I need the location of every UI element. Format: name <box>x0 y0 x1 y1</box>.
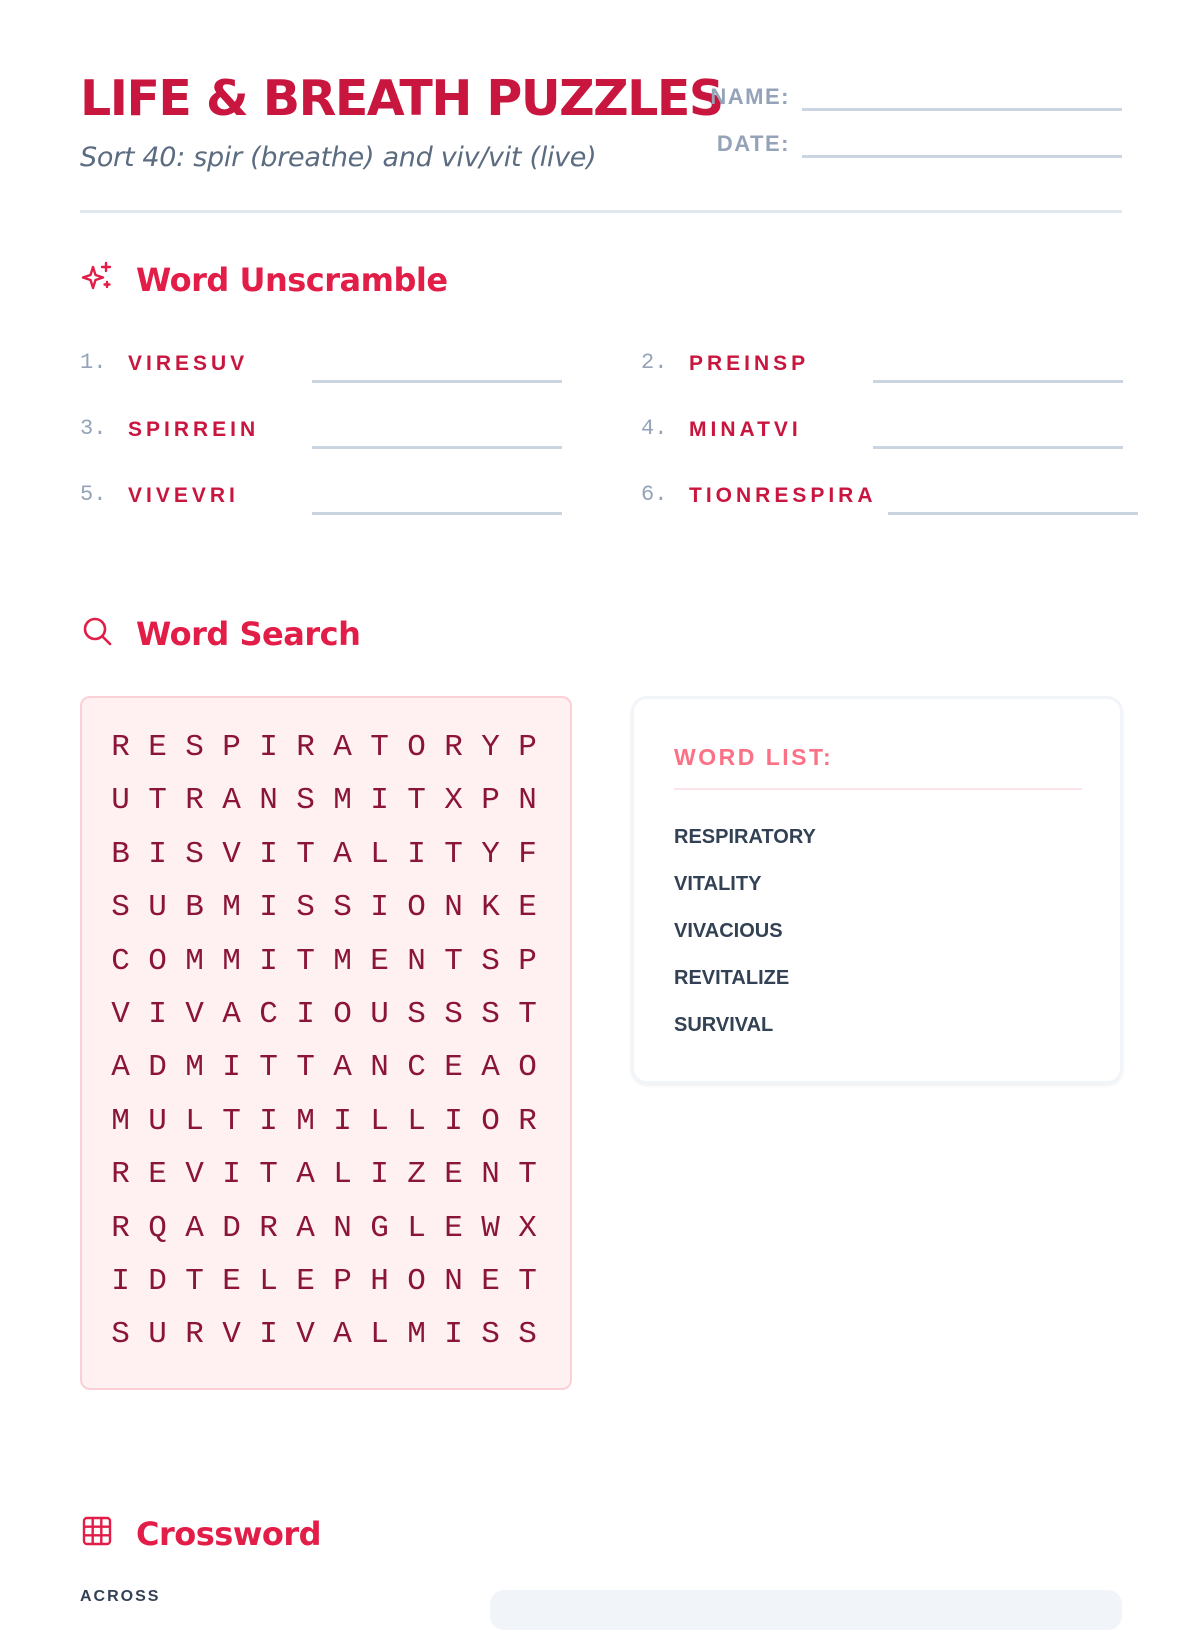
grid-letter[interactable]: L <box>407 1103 426 1139</box>
grid-letter[interactable]: I <box>259 943 278 979</box>
grid-letter[interactable]: I <box>333 1103 352 1139</box>
grid-letter[interactable]: A <box>111 1050 130 1086</box>
grid-letter[interactable]: E <box>148 730 167 765</box>
grid-letter[interactable]: C <box>111 943 130 979</box>
grid-letter[interactable]: U <box>148 1317 167 1353</box>
unscramble-item <box>641 344 1141 384</box>
grid-letter[interactable]: G <box>370 1210 389 1246</box>
grid-letter[interactable]: N <box>407 943 426 979</box>
search-icon <box>80 614 114 653</box>
grid-letter[interactable]: T <box>259 1157 278 1193</box>
grid-letter[interactable]: I <box>370 890 389 926</box>
grid-letter[interactable]: S <box>481 943 500 979</box>
grid-letter[interactable]: M <box>185 943 204 979</box>
grid-letter[interactable]: R <box>111 1157 130 1193</box>
grid-letter[interactable]: N <box>518 783 537 819</box>
grid-letter[interactable]: S <box>296 783 315 819</box>
unscramble-item <box>80 476 580 516</box>
answer-field[interactable] <box>873 446 1123 449</box>
grid-letter[interactable]: O <box>407 1264 426 1299</box>
answer-field[interactable] <box>312 512 562 515</box>
grid-letter[interactable]: S <box>407 997 426 1032</box>
grid-letter[interactable]: N <box>444 890 463 926</box>
unscramble-item <box>641 410 1141 450</box>
grid-letter[interactable]: P <box>333 1264 352 1299</box>
grid-letter[interactable]: A <box>333 1317 352 1353</box>
grid-letter[interactable]: M <box>222 943 241 979</box>
grid-letter[interactable]: I <box>259 836 278 872</box>
grid-letter[interactable]: R <box>518 1103 537 1139</box>
grid-letter[interactable]: V <box>185 1157 204 1193</box>
crossword-header <box>80 1514 321 1553</box>
item-number: 2. <box>641 350 668 375</box>
grid-letter[interactable]: R <box>111 730 130 765</box>
grid-letter[interactable]: R <box>296 730 315 765</box>
grid-letter[interactable]: E <box>222 1264 241 1299</box>
date-field[interactable] <box>802 155 1122 158</box>
grid-letter[interactable]: U <box>370 997 389 1032</box>
grid-letter[interactable]: O <box>407 730 426 765</box>
grid-letter[interactable]: I <box>222 1050 241 1086</box>
grid-letter[interactable]: D <box>148 1264 167 1299</box>
crossword-panel <box>490 1590 1122 1630</box>
grid-letter[interactable]: Y <box>481 836 500 872</box>
grid-letter[interactable]: I <box>148 836 167 872</box>
unscramble-item <box>80 344 580 384</box>
grid-letter[interactable]: I <box>222 1157 241 1193</box>
grid-letter[interactable]: E <box>518 890 537 926</box>
grid-letter[interactable]: I <box>444 1317 463 1353</box>
grid-letter[interactable]: P <box>481 783 500 819</box>
grid-letter[interactable]: A <box>333 730 352 765</box>
item-number: 4. <box>641 416 668 441</box>
grid-letter[interactable]: V <box>222 1317 241 1353</box>
scrambled-word: VIVEVRI <box>128 484 239 507</box>
answer-field[interactable] <box>873 380 1123 383</box>
word-list-title: WORD LIST: <box>674 744 834 770</box>
grid-letter[interactable]: A <box>185 1210 204 1246</box>
grid-letter[interactable]: N <box>481 1157 500 1193</box>
grid-row <box>102 890 546 926</box>
grid-letter[interactable]: A <box>333 836 352 872</box>
grid-letter[interactable]: U <box>148 1103 167 1139</box>
grid-letter[interactable]: E <box>444 1210 463 1246</box>
grid-letter[interactable]: N <box>333 1210 352 1246</box>
grid-letter[interactable]: A <box>296 1210 315 1246</box>
grid-letter[interactable]: E <box>444 1050 463 1086</box>
grid-letter[interactable]: V <box>111 997 130 1032</box>
grid-letter[interactable]: P <box>222 730 241 765</box>
grid-letter[interactable]: I <box>111 1264 130 1299</box>
grid-letter[interactable]: T <box>148 783 167 819</box>
grid-letter[interactable]: T <box>296 836 315 872</box>
scrambled-word: PREINSP <box>689 352 810 375</box>
grid-letter[interactable]: S <box>333 890 352 926</box>
grid-row <box>102 783 546 819</box>
scrambled-word: VIRESUV <box>128 352 249 375</box>
grid-letter[interactable]: O <box>481 1103 500 1139</box>
word-list-item: SURVIVAL <box>674 1014 774 1036</box>
grid-letter[interactable]: M <box>333 783 352 819</box>
grid-row <box>102 1317 546 1353</box>
grid-letter[interactable]: X <box>444 783 463 819</box>
grid-letter[interactable]: D <box>148 1050 167 1086</box>
grid-letter[interactable]: U <box>148 890 167 926</box>
grid-letter[interactable]: D <box>222 1210 241 1246</box>
grid-letter[interactable]: V <box>296 1317 315 1353</box>
item-number: 3. <box>80 416 107 441</box>
date-label: DATE: <box>716 131 790 156</box>
grid-letter[interactable]: I <box>296 997 315 1032</box>
unscramble-item <box>641 476 1141 516</box>
scrambled-word: SPIRREIN <box>128 418 260 441</box>
item-number: 6. <box>641 482 668 507</box>
grid-row <box>102 1103 546 1139</box>
grid-letter[interactable]: O <box>518 1050 537 1086</box>
scrambled-word: MINATVI <box>689 418 802 441</box>
grid-letter[interactable]: L <box>370 1317 389 1353</box>
grid-letter[interactable]: A <box>222 997 241 1032</box>
grid-letter[interactable]: O <box>333 997 352 1032</box>
unscramble-item <box>80 410 580 450</box>
grid-letter[interactable]: Z <box>407 1157 426 1193</box>
item-number: 1. <box>80 350 107 375</box>
grid-row <box>102 1210 546 1246</box>
grid-letter[interactable]: L <box>333 1157 352 1193</box>
grid-letter[interactable]: A <box>481 1050 500 1086</box>
grid-letter[interactable]: L <box>407 1210 426 1246</box>
grid-letter[interactable]: P <box>518 730 537 765</box>
name-field[interactable] <box>802 108 1122 111</box>
grid-letter[interactable]: N <box>259 783 278 819</box>
grid-letter[interactable]: I <box>259 890 278 926</box>
grid-letter[interactable]: M <box>333 943 352 979</box>
grid-letter[interactable]: E <box>370 943 389 979</box>
grid-letter[interactable]: L <box>185 1103 204 1139</box>
grid-letter[interactable]: T <box>222 1103 241 1139</box>
grid-letter[interactable]: A <box>333 1050 352 1086</box>
grid-letter[interactable]: T <box>296 1050 315 1086</box>
word-list-panel <box>631 696 1123 1084</box>
item-number: 5. <box>80 482 107 507</box>
page-subtitle: Sort 40: spir (breathe) and viv/vit (live) <box>80 142 597 173</box>
word-list-item: VIVACIOUS <box>674 920 783 942</box>
grid-letter[interactable]: E <box>481 1264 500 1299</box>
grid-icon <box>80 1514 114 1553</box>
grid-letter[interactable]: L <box>259 1264 278 1299</box>
grid-letter[interactable]: S <box>185 730 204 765</box>
grid-letter[interactable]: B <box>111 836 130 872</box>
grid-letter[interactable]: E <box>444 1157 463 1193</box>
sparkles-icon <box>80 260 114 299</box>
grid-letter[interactable]: I <box>259 730 278 765</box>
grid-letter[interactable]: M <box>111 1103 130 1139</box>
grid-letter[interactable]: S <box>481 1317 500 1353</box>
grid-letter[interactable]: I <box>370 1157 389 1193</box>
wordsearch-title: Word Search <box>136 614 361 653</box>
grid-letter[interactable]: N <box>444 1264 463 1299</box>
grid-letter[interactable]: Y <box>481 730 500 765</box>
page-title: LIFE & BREATH PUZZLES <box>80 70 723 127</box>
grid-letter[interactable]: V <box>185 997 204 1032</box>
grid-letter[interactable]: B <box>185 890 204 926</box>
grid-letter[interactable]: T <box>444 836 463 872</box>
grid-letter[interactable]: S <box>185 836 204 872</box>
grid-letter[interactable]: O <box>148 943 167 979</box>
unscramble-header <box>80 260 448 299</box>
grid-letter[interactable]: S <box>111 1317 130 1353</box>
grid-letter[interactable]: S <box>296 890 315 926</box>
grid-letter[interactable]: E <box>296 1264 315 1299</box>
grid-letter[interactable]: I <box>259 1317 278 1353</box>
grid-letter[interactable]: M <box>185 1050 204 1086</box>
grid-letter[interactable]: O <box>407 890 426 926</box>
answer-field[interactable] <box>888 512 1138 515</box>
across-label: ACROSS <box>80 1588 161 1605</box>
header-divider <box>80 210 1122 213</box>
scrambled-word: TIONRESPIRA <box>689 484 877 507</box>
grid-letter[interactable]: V <box>222 836 241 872</box>
grid-letter[interactable]: I <box>444 1103 463 1139</box>
grid-letter[interactable]: I <box>407 836 426 872</box>
grid-letter[interactable]: S <box>518 1317 537 1353</box>
grid-row <box>102 836 546 872</box>
crossword-title: Crossword <box>136 1514 322 1553</box>
grid-letter[interactable]: T <box>407 783 426 819</box>
grid-letter[interactable]: I <box>370 783 389 819</box>
word-list-item: REVITALIZE <box>674 967 790 989</box>
word-list-item: VITALITY <box>674 873 762 895</box>
grid-letter[interactable]: T <box>370 730 389 765</box>
grid-letter[interactable]: W <box>481 1210 500 1246</box>
grid-letter[interactable]: A <box>296 1157 315 1193</box>
grid-letter[interactable]: S <box>444 997 463 1032</box>
grid-row <box>102 999 546 1030</box>
wordsearch-header <box>80 614 360 653</box>
grid-letter[interactable]: C <box>407 1050 426 1086</box>
answer-field[interactable] <box>312 380 562 383</box>
grid-letter[interactable]: S <box>481 997 500 1032</box>
grid-row <box>102 943 546 979</box>
grid-letter[interactable]: R <box>185 783 204 819</box>
name-label: NAME: <box>710 84 790 109</box>
unscramble-title: Word Unscramble <box>136 260 448 299</box>
wordsearch-grid <box>80 696 572 1390</box>
grid-letter[interactable]: T <box>518 997 537 1032</box>
grid-letter[interactable]: T <box>518 1264 537 1299</box>
grid-letter[interactable]: A <box>222 783 241 819</box>
word-list-item: RESPIRATORY <box>674 826 816 848</box>
grid-letter[interactable]: Q <box>148 1210 167 1246</box>
grid-letter[interactable]: T <box>518 1157 537 1193</box>
answer-field[interactable] <box>312 446 562 449</box>
grid-letter[interactable]: H <box>370 1264 389 1299</box>
grid-letter[interactable]: S <box>111 890 130 926</box>
grid-letter[interactable]: E <box>148 1157 167 1193</box>
grid-letter[interactable]: R <box>185 1317 204 1353</box>
grid-letter[interactable]: I <box>259 1103 278 1139</box>
grid-row <box>102 732 546 763</box>
grid-row <box>102 1157 546 1193</box>
grid-letter[interactable]: M <box>222 890 241 926</box>
grid-letter[interactable]: M <box>296 1103 315 1139</box>
grid-letter[interactable]: U <box>111 783 130 819</box>
grid-letter[interactable]: T <box>444 943 463 979</box>
grid-letter[interactable]: N <box>370 1050 389 1086</box>
grid-letter[interactable]: T <box>296 943 315 979</box>
grid-letter[interactable]: K <box>481 890 500 926</box>
word-list-divider <box>674 788 1082 790</box>
grid-letter[interactable]: T <box>185 1264 204 1299</box>
grid-letter[interactable]: R <box>444 730 463 765</box>
grid-letter[interactable]: X <box>518 1210 537 1246</box>
grid-letter[interactable]: L <box>370 1103 389 1139</box>
grid-letter[interactable]: P <box>518 943 537 979</box>
grid-letter[interactable]: C <box>259 997 278 1032</box>
grid-row <box>102 1050 546 1086</box>
grid-letter[interactable]: F <box>518 836 537 872</box>
grid-letter[interactable]: R <box>259 1210 278 1246</box>
grid-letter[interactable]: T <box>259 1050 278 1086</box>
grid-row <box>102 1266 546 1297</box>
grid-letter[interactable]: L <box>370 836 389 872</box>
grid-letter[interactable]: I <box>148 997 167 1032</box>
grid-letter[interactable]: R <box>111 1210 130 1246</box>
grid-letter[interactable]: M <box>407 1317 426 1353</box>
